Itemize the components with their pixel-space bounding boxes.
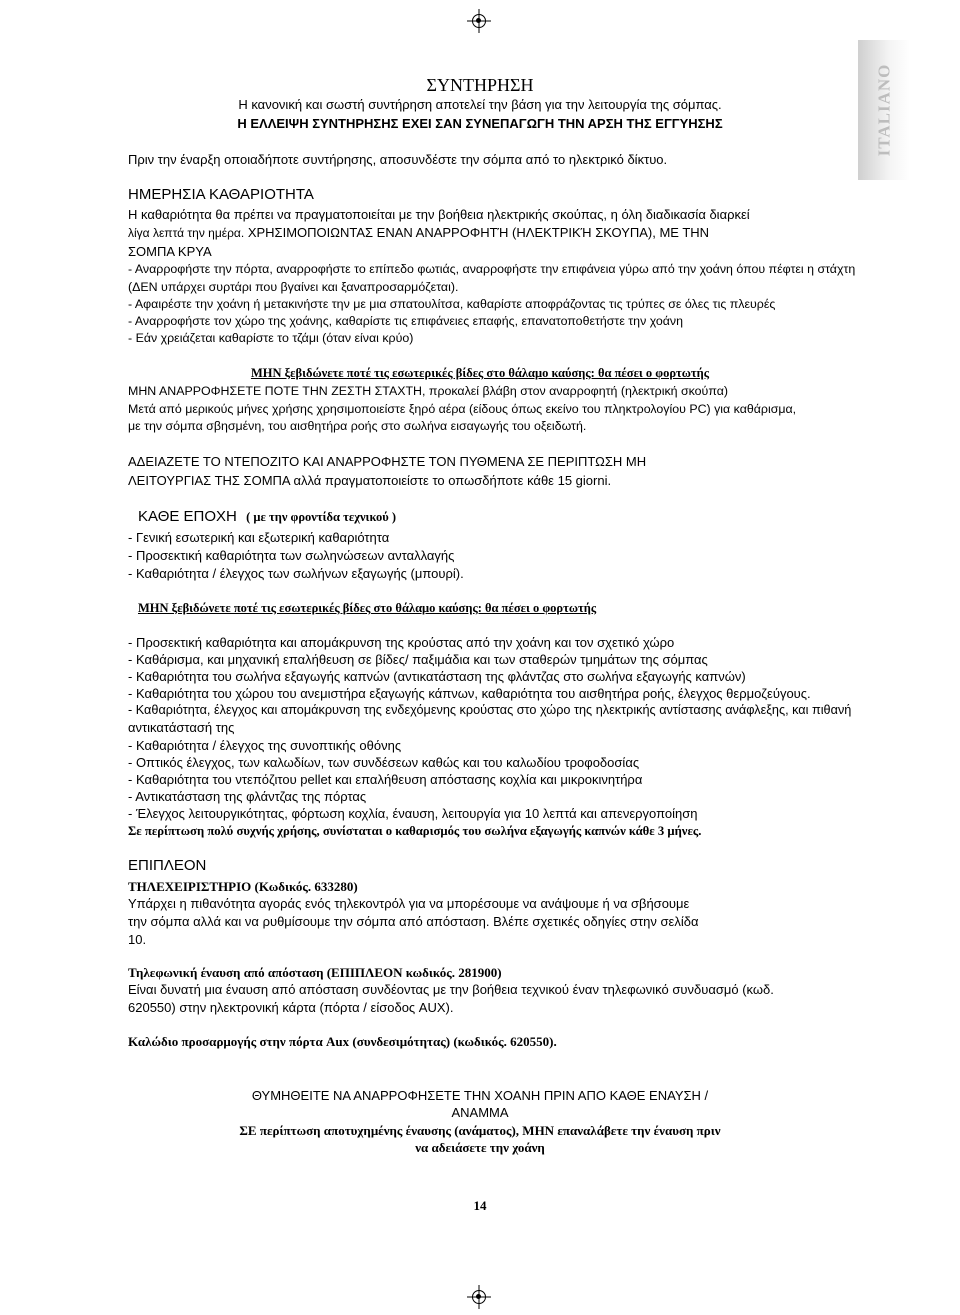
- task-item: - Προσεκτική καθαριότητα και απομάκρυνση της κρούστας από την χοάνη και τον σχετικό χώρο: [128, 635, 675, 650]
- warning-1-line-2: Μετά από μερικούς μήνες χρήσης χρησιμοποιείστε ξηρό αέρα (είδους όπως εκείνο του πληκτρολογίου PC) για καθάρισμα,: [128, 402, 797, 416]
- footer-line-2: ΑΝΑΜΜΑ: [451, 1105, 509, 1120]
- task-item: - Καθαριότητα / έλεγχος της συνοπτικής οθόνης: [128, 738, 402, 753]
- daily-text-8: - Εάν χρειάζεται καθαρίστε το τζάμι (όταν είναι κρύο): [128, 331, 414, 345]
- remote-line-2: την σόμπα αλλά και να ρυθμίσουμε την σόμπα από απόσταση. Βλέπε σχετικές οδηγίες στην σελίδα: [128, 914, 699, 929]
- empty-line-1: ΑΔΕΙΑΖΕΤΕ ΤΟ ΝΤΕΠΟΖΙΤΟ ΚΑΙ ΑΝΑΡΡΟΦΗΣΤΕ ΤΟΝ ΠΥΘΜΕΝΑ ΣΕ ΠΕΡΙΠΤΩΣΗ ΜΗ: [128, 454, 647, 469]
- task-item: αντικατάστασή της: [128, 720, 235, 735]
- daily-text-2b: ΧΡΗΣΙΜΟΠΟΙΩΝΤΑΣ ΕΝΑΝ ΑΝΑΡΡΟΦΗΤΉ (ΗΛΕΚΤΡΙΚΉ ΣΚΟΥΠΑ), ΜΕ ΤΗΝ: [244, 225, 710, 240]
- side-tab-label: ITALIANO: [874, 63, 894, 157]
- cable-note: Καλώδιο προσαρμογής στην πόρτα Aux (συνδεσιμότητας) (κωδικός. 620550).: [128, 1034, 557, 1049]
- task-item: - Οπτικός έλεγχος, των καλωδίων, των συνδέσεων καθώς και του καλωδίου τροφοδοσίας: [128, 755, 640, 770]
- daily-heading: ΗΜΕΡΗΣΙΑ ΚΑΘΑΡΙΟΤΗΤΑ: [128, 186, 314, 203]
- daily-text-3: ΣΟΜΠΑ ΚΡΥΑ: [128, 244, 212, 259]
- daily-text-6: - Αφαιρέστε την χοάνη ή μετακινήστε την με μια σπατουλίτσα, καθαρίστε αποφράζοντας τις τρύπες σε όλες τις πλευρές: [128, 297, 776, 311]
- task-item: - Αντικατάσταση της φλάντζας της πόρτας: [128, 789, 367, 804]
- task-item: - Έλεγχος λειτουργικότητας, φόρτωση κοχλία, έναυση, λειτουργία για 10 λεπτά και απενεργοποίηση: [128, 806, 698, 821]
- page-number: 14: [473, 1198, 487, 1213]
- footer-line-1: ΘΥΜΗΘΕΙΤΕ ΝΑ ΑΝΑΡΡΟΦΗΣΕΤΕ ΤΗΝ ΧΟΑΝΗ ΠΡΙΝ ΑΠΟ ΚΑΘΕ ΕΝΑΥΣΗ /: [251, 1088, 709, 1103]
- warning-1-line-3: με την σόμπα σβησμένη, του αισθητήρα ροής στο σωλήνα εισαγωγής του οξειδωτή.: [128, 419, 587, 433]
- task-item: - Καθαριότητα του σωλήνα εξαγωγής καπνών (αντικατάσταση της φλάντζας στο σωλήνα εξαγωγής καπνών): [128, 669, 746, 684]
- empty-line-2: ΛΕΙΤΟΥΡΓΙΑΣ ΤΗΣ ΣΟΜΠΑ αλλά πραγματοποιείστε το οπωσδήποτε κάθε 15 giorni.: [128, 473, 612, 488]
- warning-2: ΜΗΝ ξεβιδώνετε ποτέ τις εσωτερικές βίδες στο θάλαμο καύσης: θα πέσει ο φορτωτής: [138, 601, 597, 615]
- header-line-2: Η ΕΛΛΕΙΨΗ ΣΥΝΤΗΡΗΣΗΣ ΕΧΕΙ ΣΑΝ ΣΥΝΕΠΑΓΩΓΗ ΤΗΝ ΑΡΣΗ ΤΗΣ ΕΓΓΥΗΣΗΣ: [237, 116, 723, 131]
- registration-mark-bottom-icon: [472, 1290, 486, 1304]
- season-item-3: - Καθαριότητα / έλεγχος των σωλήνων εξαγωγής (μπουρί).: [128, 566, 464, 581]
- phone-line-1: Είναι δυνατή μια έναυση από απόσταση συνδέοντας με την βοήθεια τεχνικού έναν τηλεφωνικό συνδυασμό (κωδ.: [128, 982, 774, 997]
- header-line-3: Πριν την έναρξη οποιαδήποτε συντήρησης, αποσυνδέστε την σόμπα από το ηλεκτρικό δίκτυο.: [128, 152, 668, 167]
- season-heading-note: ( με την φροντίδα τεχνικού ): [246, 510, 397, 524]
- header-line-1: Η κανονική και σωστή συντήρηση αποτελεί την βάση για την λειτουργία της σόμπας.: [238, 97, 722, 112]
- daily-text-2a: λίγα λεπτά την ημέρα.: [128, 226, 245, 240]
- daily-text-7: - Αναρροφήστε τον χώρο της χοάνης, καθαρίστε τις επιφάνειες επαφής, επανατοποθετήστε την χοάνη: [128, 314, 684, 328]
- season-heading-row: [138, 507, 396, 527]
- daily-text-1: Η καθαριότητα θα πρέπει να πραγματοποιείται με την βοήθεια ηλεκτρικής σκούπας, η όλη διαδικασία διαρκεί: [128, 207, 750, 222]
- daily-text-5: (ΔΕΝ υπάρχει συρτάρι που βγαίνει και ξαναπροσαρμόζεται).: [128, 280, 459, 294]
- phone-title: Τηλεφωνική έναυση από απόσταση (ΕΠΙΠΛΕΟΝ κωδικός. 281900): [128, 965, 502, 980]
- remote-line-3: 10.: [128, 932, 147, 947]
- task-item: - Καθαριότητα του ντεπόζιτου pellet και επαλήθευση απόστασης κοχλία και μικροκινητήρα: [128, 772, 643, 787]
- task-item: - Καθαριότητα, έλεγχος και απομάκρυνση της ενδεχόμενης κρούστας στο χώρο της ηλεκτρικής αντίστασης ανάφλεξης, και πιθανή: [128, 703, 852, 717]
- tasks-note: Σε περίπτωση πολύ συχνής χρήσης, συνίσταται ο καθαρισμός του σωλήνα εξαγωγής καπνών κάθε 3 μήνες.: [128, 824, 702, 838]
- daily-text-4: - Αναρροφήστε την πόρτα, αναρροφήστε το επίπεδο φωτιάς, αναρροφήστε την επιφάνεια γύρω από την χοάνη όπου πέφτει η στάχτη: [128, 262, 856, 276]
- season-heading: ΚΑΘΕ ΕΠΟΧΗ: [138, 508, 237, 525]
- season-item-2: - Προσεκτική καθαριότητα των σωληνώσεων ανταλλαγής: [128, 548, 455, 563]
- daily-text-2: [128, 224, 709, 242]
- warning-1-line-1: ΜΗΝ ΑΝΑΡΡΟΦΗΣΕΤΕ ΠΟΤΕ ΤΗΝ ΖΕΣΤΗ ΣΤΑΧΤΗ, προκαλεί βλάβη στον αναρροφητή (ηλεκτρική σκούπα): [128, 384, 728, 398]
- phone-line-2: 620550) στην ηλεκτρονική κάρτα (πόρτα / είσοδος AUX).: [128, 1000, 454, 1015]
- warning-1-title: ΜΗΝ ξεβιδώνετε ποτέ τις εσωτερικές βίδες στο θάλαμο καύσης: θα πέσει ο φορτωτής: [250, 366, 710, 380]
- task-item: - Καθάρισμα, και μηχανική επαλήθευση σε βίδες/ παξιμάδια και των σταθερών τμημάτων της σόμπας: [128, 652, 708, 667]
- page-title: ΣΥΝΤΗΡΗΣΗ: [426, 75, 534, 95]
- extra-heading: ΕΠΙΠΛΕΟΝ: [128, 857, 207, 874]
- registration-mark-top-icon: [472, 14, 486, 28]
- footer-line-3: ΣΕ περίπτωση αποτυχημένης έναυσης (ανάματος), ΜΗΝ επαναλάβετε την έναυση πριν: [239, 1123, 721, 1138]
- footer-line-4: να αδειάσετε την χοάνη: [415, 1140, 545, 1155]
- task-item: - Καθαριότητα του χώρου του ανεμιστήρα εξαγωγής κάπνων, καθαριότητα του αισθητήρα ροής, έλεγχος θερμοζεύγους.: [128, 686, 811, 701]
- remote-line-1: Υπάρχει η πιθανότητα αγοράς ενός τηλεκοντρόλ για να μπορέσουμε να ανάψουμε ή να σβήσουμε: [128, 896, 690, 911]
- season-item-1: - Γενική εσωτερική και εξωτερική καθαριότητα: [128, 530, 390, 545]
- remote-title: ΤΗΛΕΧΕΙΡΙΣΤΗΡΙΟ (Κωδικός. 633280): [128, 879, 358, 894]
